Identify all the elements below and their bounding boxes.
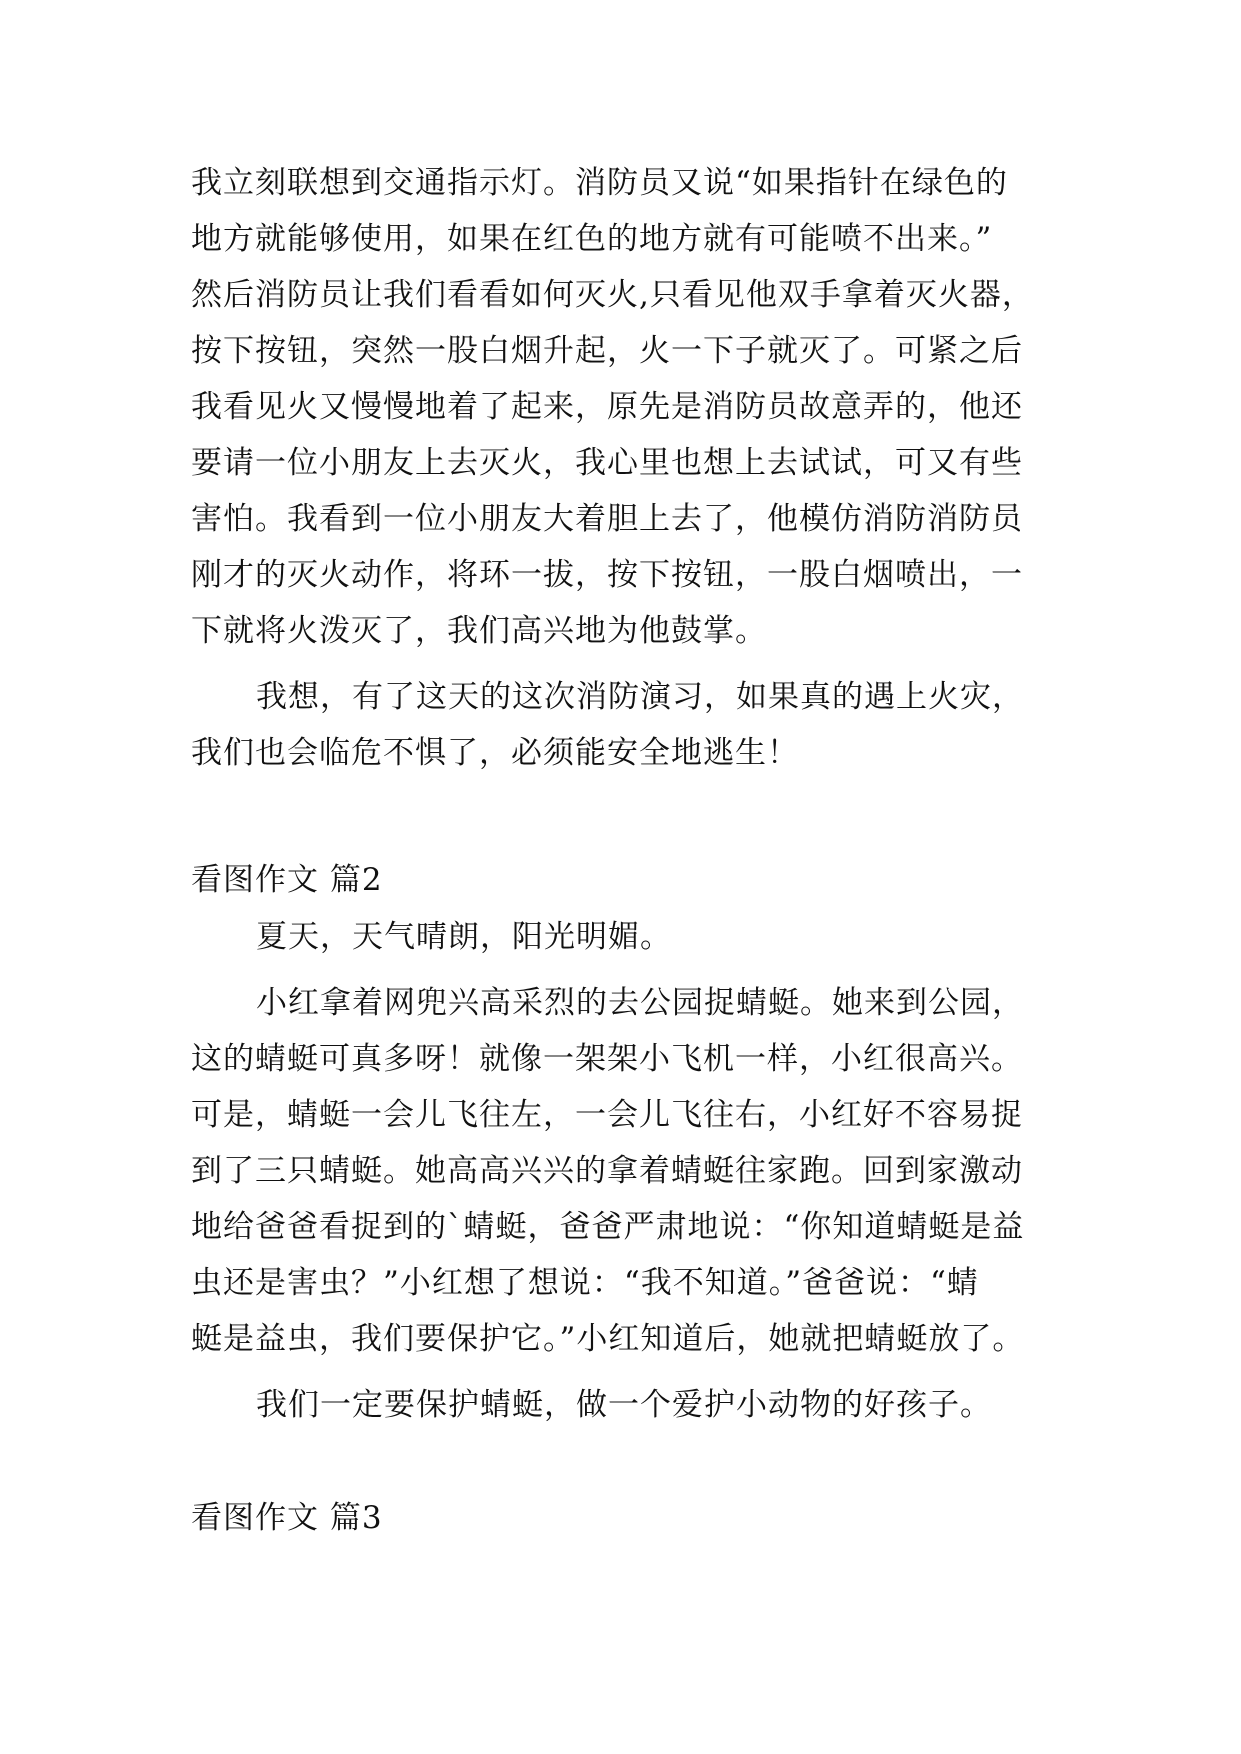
paragraph-line: 我看见火又慢慢地着了起来，原先是消防员故意弄的，他还 [191,389,1023,425]
paragraph-line: 小红拿着网兜兴高采烈的去公园捉蜻蜓。她来到公园， [256,985,1024,1021]
paragraph-line: 害怕。我看到一位小朋友大着胆上去了，他模仿消防消防员 [191,501,1023,537]
paragraph-line: 要请一位小朋友上去灭火，我心里也想上去试试，可又有些 [191,445,1023,481]
paragraph-line: 下就将火泼灭了，我们高兴地为他鼓掌。 [191,613,767,649]
paragraph-line: 按下按钮，突然一股白烟升起，火一下子就灭了。可紧之后 [191,333,1023,369]
paragraph-line: 地方就能够使用，如果在红色的地方就有可能喷不出来。” [191,221,993,257]
section-heading: 看图作文 篇3 [191,1500,383,1536]
paragraph-line: 地给爸爸看捉到的`蜻蜓，爸爸严肃地说：“你知道蜻蜓是益 [191,1209,1025,1245]
paragraph-line: 蜓是益虫，我们要保护它。”小红知道后，她就把蜻蜓放了。 [191,1321,1025,1357]
paragraph-line: 我们一定要保护蜻蜓，做一个爱护小动物的好孩子。 [256,1387,992,1423]
paragraph-line: 虫还是害虫？”小红想了想说：“我不知道。”爸爸说：“蜻 [191,1265,979,1301]
paragraph-line: 可是，蜻蜓一会儿飞往左，一会儿飞往右，小红好不容易捉 [191,1097,1023,1133]
paragraph-line: 刚才的灭火动作，将环一拔，按下按钮，一股白烟喷出，一 [191,557,1023,593]
paragraph-line: 我立刻联想到交通指示灯。消防员又说“如果指针在绿色的 [191,165,1008,201]
paragraph-line: 我们也会临危不惧了，必须能安全地逃生！ [191,735,799,771]
section-heading: 看图作文 篇2 [191,862,383,898]
paragraph-line: 夏天，天气晴朗，阳光明媚。 [256,919,672,955]
paragraph-line: 这的蜻蜓可真多呀！就像一架架小飞机一样，小红很高兴。 [191,1041,1023,1077]
paragraph-line: 到了三只蜻蜓。她高高兴兴的拿着蜻蜓往家跑。回到家激动 [191,1153,1023,1189]
paragraph-line: 然后消防员让我们看看如何灭火,只看见他双手拿着灭火器， [191,277,1034,313]
paragraph-line: 我想，有了这天的这次消防演习，如果真的遇上火灾， [256,679,1024,715]
